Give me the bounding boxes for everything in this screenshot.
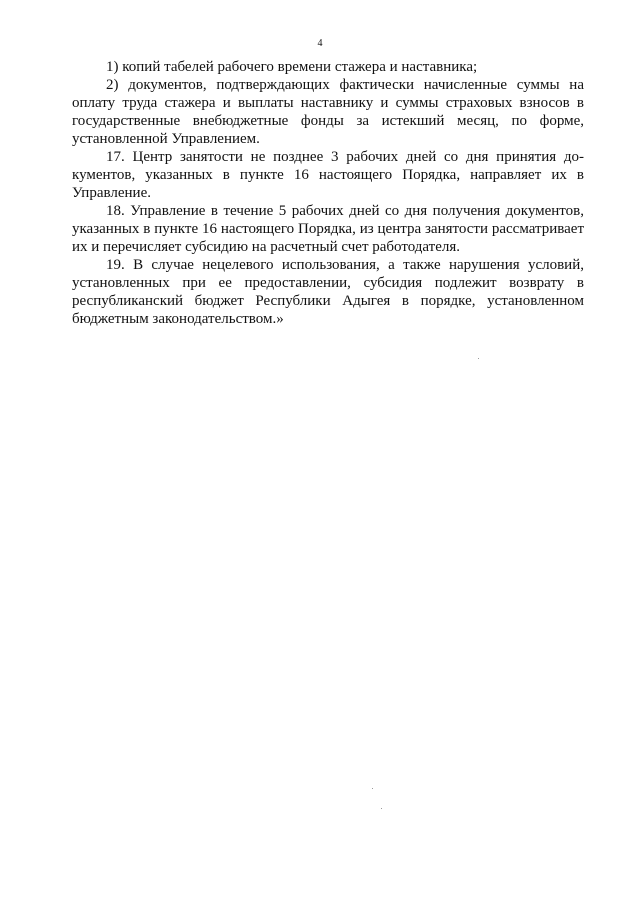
scan-speck — [372, 788, 373, 789]
document-body — [72, 58, 584, 328]
scan-speck — [381, 808, 382, 809]
paragraph-documents: 2) документов, подтверждающих фактически начисленные суммы на оплату труда стажера и выплаты наставнику и суммы страховых взносов в государственные внебюджетные фонды за истекший месяц, по форме, установленной Управлением. — [72, 77, 584, 147]
scan-speck — [478, 358, 479, 359]
paragraph-tabels: 1) копий табелей рабочего времени стажера и наставника; — [106, 59, 478, 75]
paragraph-19: 19. В случае нецелевого использования, а также нарушения условий, установленных при ее предоставлении, субсидия подлежит возврату в республиканский бюджет Республики Адыгея в порядке, установленном бюджетным законодательством.» — [72, 257, 584, 327]
page-number: 4 — [317, 38, 323, 49]
paragraph-17: 17. Центр занятости не позднее 3 рабочих дней со дня принятия документов, указанных в пункте 16 настоящего Порядка, направляет их в Управление. — [72, 149, 584, 201]
paragraph-18: 18. Управление в течение 5 рабочих дней со дня получения документов, указанных в пункте 16 настоящего Порядка, из центра занятости рассматривает их и перечисляет субсидию на расчетный счет работодателя. — [72, 203, 584, 255]
